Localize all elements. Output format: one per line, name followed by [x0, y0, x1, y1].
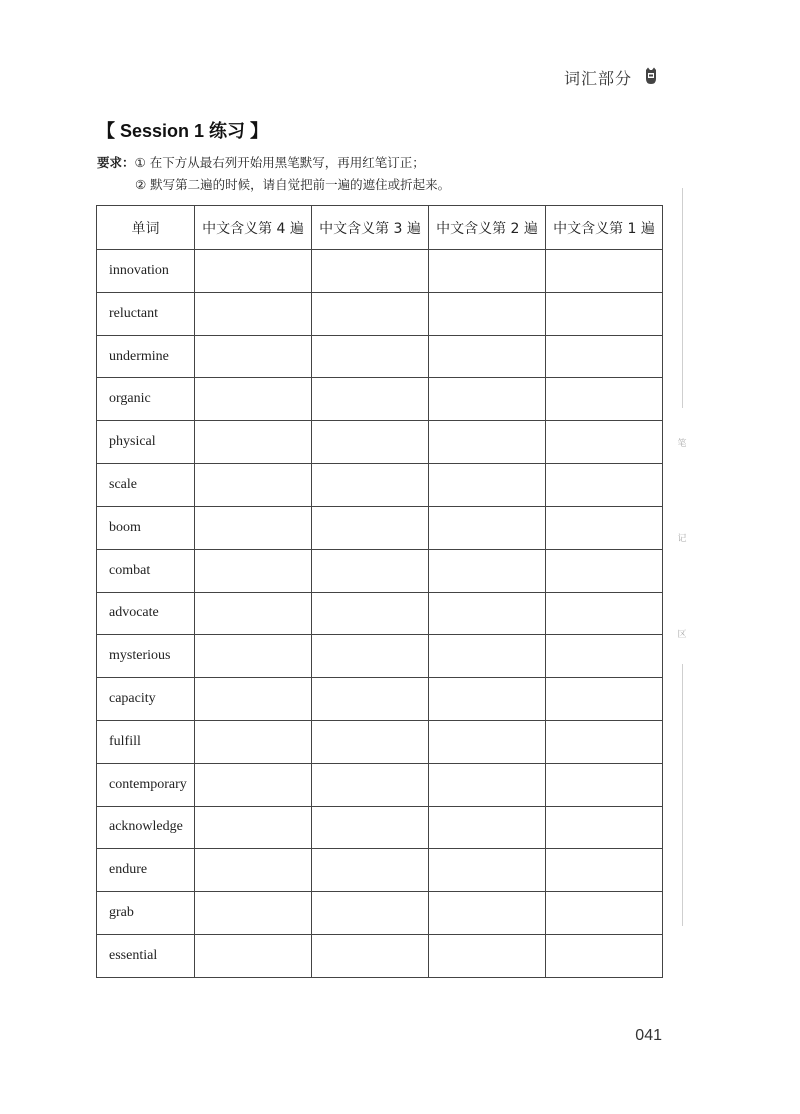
meaning-cell-1[interactable] — [546, 806, 663, 849]
vocab-word: capacity — [97, 678, 195, 721]
meaning-cell-4[interactable] — [195, 720, 312, 763]
vocab-word: advocate — [97, 592, 195, 635]
meaning-cell-1[interactable] — [546, 464, 663, 507]
vocab-word: contemporary — [97, 763, 195, 806]
table-row — [97, 763, 663, 806]
header-meaning-1: 中文含义第 1 遍 — [546, 206, 663, 250]
vocab-word: acknowledge — [97, 806, 195, 849]
vocab-word: innovation — [97, 250, 195, 293]
meaning-cell-1[interactable] — [546, 849, 663, 892]
vocab-table — [96, 205, 663, 978]
table-row — [97, 592, 663, 635]
vocab-word: combat — [97, 549, 195, 592]
page-number: 041 — [635, 1027, 662, 1044]
vocab-word: mysterious — [97, 635, 195, 678]
vocab-word: fulfill — [97, 720, 195, 763]
meaning-cell-4[interactable] — [195, 464, 312, 507]
table-row — [97, 335, 663, 378]
meaning-cell-3[interactable] — [312, 763, 429, 806]
requirement-line-1 — [97, 153, 425, 171]
meaning-cell-1[interactable] — [546, 292, 663, 335]
section-title: 【 Session 1 练习 】 — [97, 121, 269, 141]
meaning-cell-1[interactable] — [546, 506, 663, 549]
vocab-word: endure — [97, 849, 195, 892]
table-row — [97, 635, 663, 678]
meaning-cell-3[interactable] — [312, 635, 429, 678]
requirement-line-2: ② 默写第二遍的时候，请自觉把前一遍的遮住或折起来。 — [135, 177, 451, 192]
meaning-cell-2[interactable] — [429, 421, 546, 464]
meaning-cell-2[interactable] — [429, 935, 546, 978]
notes-divider-bottom — [682, 664, 683, 926]
header-meaning-3: 中文含义第 3 遍 — [312, 206, 429, 250]
meaning-cell-2[interactable] — [429, 592, 546, 635]
meaning-cell-4[interactable] — [195, 292, 312, 335]
meaning-cell-2[interactable] — [429, 763, 546, 806]
meaning-cell-3[interactable] — [312, 678, 429, 721]
meaning-cell-2[interactable] — [429, 635, 546, 678]
table-row — [97, 250, 663, 293]
meaning-cell-1[interactable] — [546, 378, 663, 421]
vocab-word: grab — [97, 892, 195, 935]
vocab-word: scale — [97, 464, 195, 507]
meaning-cell-4[interactable] — [195, 378, 312, 421]
notes-label-char-2: 记 — [677, 534, 687, 544]
meaning-cell-2[interactable] — [429, 806, 546, 849]
meaning-cell-4[interactable] — [195, 250, 312, 293]
meaning-cell-3[interactable] — [312, 335, 429, 378]
table-row — [97, 720, 663, 763]
table-row — [97, 506, 663, 549]
meaning-cell-3[interactable] — [312, 506, 429, 549]
meaning-cell-2[interactable] — [429, 378, 546, 421]
table-row — [97, 806, 663, 849]
meaning-cell-1[interactable] — [546, 935, 663, 978]
table-row — [97, 678, 663, 721]
meaning-cell-1[interactable] — [546, 250, 663, 293]
meaning-cell-1[interactable] — [546, 763, 663, 806]
table-row — [97, 464, 663, 507]
header-meaning-4: 中文含义第 4 遍 — [195, 206, 312, 250]
meaning-cell-2[interactable] — [429, 720, 546, 763]
meaning-cell-3[interactable] — [312, 250, 429, 293]
header-meaning-2: 中文含义第 2 遍 — [429, 206, 546, 250]
meaning-cell-3[interactable] — [312, 892, 429, 935]
meaning-cell-2[interactable] — [429, 250, 546, 293]
meaning-cell-4[interactable] — [195, 935, 312, 978]
meaning-cell-1[interactable] — [546, 720, 663, 763]
meaning-cell-4[interactable] — [195, 892, 312, 935]
header-title: 词汇部分 — [563, 69, 632, 88]
meaning-cell-1[interactable] — [546, 678, 663, 721]
vocab-word: boom — [97, 506, 195, 549]
meaning-cell-4[interactable] — [195, 549, 312, 592]
cat-icon — [644, 67, 658, 85]
meaning-cell-3[interactable] — [312, 806, 429, 849]
meaning-cell-3[interactable] — [312, 935, 429, 978]
vocab-word: organic — [97, 378, 195, 421]
meaning-cell-1[interactable] — [546, 549, 663, 592]
meaning-cell-4[interactable] — [195, 806, 312, 849]
meaning-cell-3[interactable] — [312, 549, 429, 592]
requirement-text-1: ① 在下方从最右列开始用黑笔默写，再用红笔订正； — [134, 155, 425, 170]
meaning-cell-2[interactable] — [429, 292, 546, 335]
meaning-cell-4[interactable] — [195, 335, 312, 378]
requirement-label: 要求： — [97, 155, 135, 170]
meaning-cell-3[interactable] — [312, 592, 429, 635]
meaning-cell-1[interactable] — [546, 421, 663, 464]
meaning-cell-1[interactable] — [546, 892, 663, 935]
meaning-cell-2[interactable] — [429, 892, 546, 935]
meaning-cell-1[interactable] — [546, 635, 663, 678]
table-row — [97, 892, 663, 935]
notes-label-char-1: 笔 — [677, 439, 687, 449]
table-row — [97, 292, 663, 335]
notes-label-char-3: 区 — [677, 630, 687, 640]
meaning-cell-4[interactable] — [195, 678, 312, 721]
meaning-cell-2[interactable] — [429, 849, 546, 892]
meaning-cell-3[interactable] — [312, 378, 429, 421]
table-row — [97, 849, 663, 892]
vocab-word: undermine — [97, 335, 195, 378]
meaning-cell-4[interactable] — [195, 635, 312, 678]
meaning-cell-1[interactable] — [546, 592, 663, 635]
table-row — [97, 935, 663, 978]
table-row — [97, 549, 663, 592]
vocab-word: physical — [97, 421, 195, 464]
meaning-cell-3[interactable] — [312, 720, 429, 763]
meaning-cell-3[interactable] — [312, 849, 429, 892]
meaning-cell-4[interactable] — [195, 763, 312, 806]
table-row — [97, 378, 663, 421]
table-header-row — [97, 206, 663, 250]
meaning-cell-1[interactable] — [546, 335, 663, 378]
meaning-cell-3[interactable] — [312, 464, 429, 507]
meaning-cell-3[interactable] — [312, 292, 429, 335]
header-word: 单词 — [97, 206, 195, 250]
meaning-cell-4[interactable] — [195, 849, 312, 892]
meaning-cell-2[interactable] — [429, 464, 546, 507]
vocab-word: reluctant — [97, 292, 195, 335]
meaning-cell-3[interactable] — [312, 421, 429, 464]
notes-divider-top — [682, 188, 683, 408]
meaning-cell-2[interactable] — [429, 678, 546, 721]
meaning-cell-2[interactable] — [429, 335, 546, 378]
meaning-cell-4[interactable] — [195, 421, 312, 464]
table-row — [97, 421, 663, 464]
vocab-word: essential — [97, 935, 195, 978]
meaning-cell-4[interactable] — [195, 506, 312, 549]
meaning-cell-4[interactable] — [195, 592, 312, 635]
meaning-cell-2[interactable] — [429, 549, 546, 592]
meaning-cell-2[interactable] — [429, 506, 546, 549]
